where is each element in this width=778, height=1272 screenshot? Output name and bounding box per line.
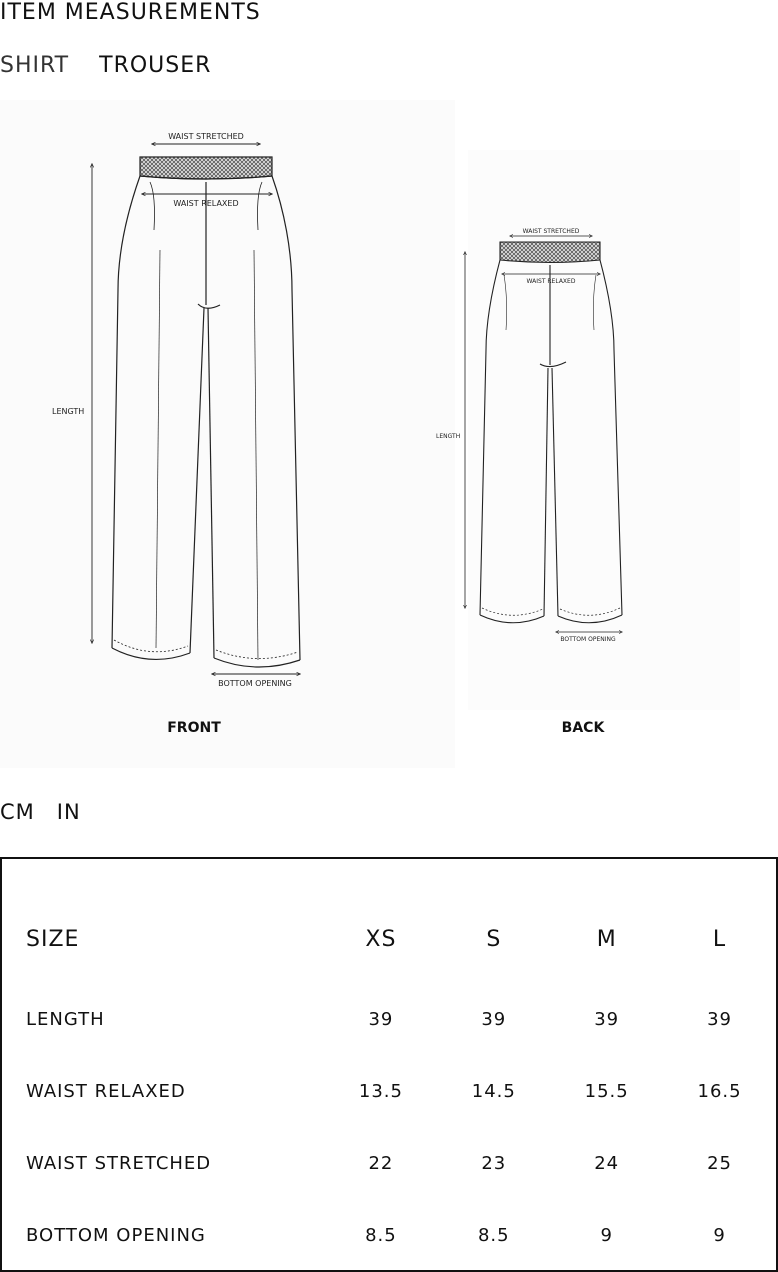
- front-length-label: LENGTH: [52, 407, 85, 416]
- garment-tabs: [0, 52, 241, 80]
- front-waist-stretched-label: WAIST STRETCHED: [168, 132, 244, 141]
- back-waist-stretched-label: WAIST STRETCHED: [522, 228, 580, 235]
- row-label-bottom-opening: BOTTOM OPENING: [26, 1224, 206, 1246]
- table-cell: 39: [594, 1008, 620, 1030]
- table-cell: 39: [707, 1008, 733, 1030]
- back-length-label: LENGTH: [436, 433, 461, 440]
- table-cell: 15.5: [584, 1080, 629, 1102]
- table-cell: 24: [594, 1152, 620, 1174]
- table-row: [2, 1127, 776, 1199]
- tab-trouser[interactable]: TROUSER: [99, 53, 212, 78]
- size-header-xs: XS: [365, 926, 397, 952]
- size-header-m: M: [596, 926, 617, 952]
- size-header-s: S: [486, 926, 502, 952]
- unit-tabs: [0, 798, 103, 826]
- table-row: [2, 1055, 776, 1127]
- table-cell: 39: [481, 1008, 507, 1030]
- table-cell: 13.5: [358, 1080, 403, 1102]
- row-label-waist-relaxed: WAIST RELAXED: [26, 1080, 186, 1102]
- table-cell: 9: [713, 1224, 726, 1246]
- table-cell: 22: [368, 1152, 394, 1174]
- front-caption: FRONT: [167, 720, 221, 736]
- table-cell: 25: [707, 1152, 733, 1174]
- front-waist-relaxed-label: WAIST RELAXED: [173, 199, 239, 208]
- tab-shirt[interactable]: SHIRT: [0, 53, 70, 78]
- size-header-l: L: [712, 926, 727, 952]
- row-label-waist-stretched: WAIST STRETCHED: [26, 1152, 212, 1174]
- table-cell: 23: [481, 1152, 507, 1174]
- back-waist-relaxed-label: WAIST RELAXED: [526, 278, 576, 285]
- front-waistband: [140, 157, 272, 179]
- back-caption: BACK: [561, 720, 605, 736]
- back-waistband: [500, 242, 600, 263]
- row-label-length: LENGTH: [26, 1008, 105, 1030]
- trouser-technical-drawing: [0, 100, 778, 770]
- size-table: [2, 859, 776, 1271]
- unit-tab-in[interactable]: IN: [56, 800, 81, 824]
- table-cell: 8.5: [365, 1224, 397, 1246]
- page-title: ITEM MEASUREMENTS: [0, 0, 261, 25]
- table-cell: 14.5: [471, 1080, 516, 1102]
- table-cell: 8.5: [477, 1224, 510, 1246]
- table-row: [2, 983, 776, 1055]
- front-bottom-opening-label: BOTTOM OPENING: [218, 679, 292, 688]
- table-row: [2, 1199, 776, 1271]
- back-bottom-opening-label: BOTTOM OPENING: [560, 636, 616, 643]
- unit-tab-cm[interactable]: CM: [0, 800, 35, 824]
- size-table-container: [0, 857, 778, 1272]
- size-header-label: SIZE: [26, 926, 80, 952]
- size-table-header-row: [2, 859, 776, 983]
- back-backdrop: [468, 150, 740, 710]
- table-cell: 39: [368, 1008, 394, 1030]
- trouser-illustration: [0, 100, 778, 770]
- table-cell: 9: [600, 1224, 613, 1246]
- table-cell: 16.5: [697, 1080, 742, 1102]
